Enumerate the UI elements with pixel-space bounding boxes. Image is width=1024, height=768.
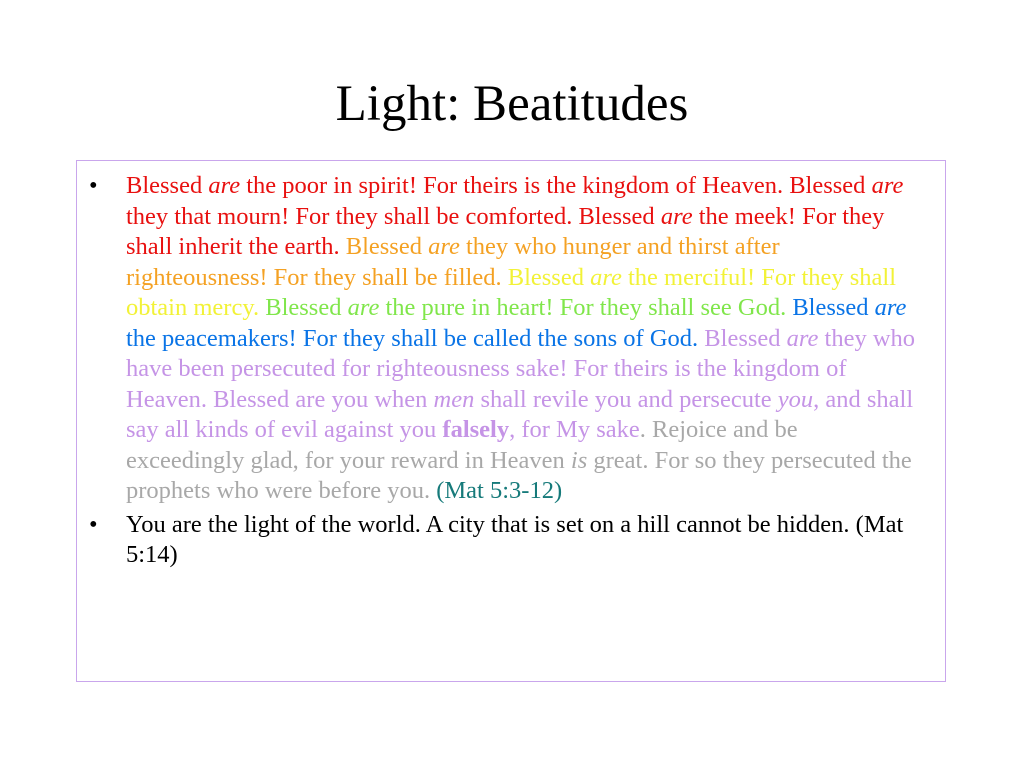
text-segment: is bbox=[570, 446, 588, 474]
text-segment: men bbox=[433, 385, 475, 413]
slide-title: Light: Beatitudes bbox=[335, 76, 689, 132]
text-segment: Blessed bbox=[265, 294, 348, 321]
text-segment: the meek! For they shall inherit the earth. bbox=[126, 202, 885, 260]
content-box bbox=[76, 160, 946, 682]
text-segment: . Rejoice and be exceedingly glad, for your reward in Heaven bbox=[126, 416, 798, 474]
text-segment: you bbox=[777, 385, 814, 413]
bullet-dot-icon: • bbox=[89, 510, 98, 538]
text-segment: , and shall say all kinds of evil against you bbox=[126, 385, 914, 443]
text-segment: (Mat 5:3-12) bbox=[436, 477, 563, 504]
text-segment: are bbox=[871, 172, 904, 199]
bullet-list bbox=[77, 171, 945, 574]
bullet-item bbox=[77, 510, 945, 571]
text-segment: are bbox=[660, 202, 693, 230]
text-segment: Blessed bbox=[792, 294, 875, 321]
text-segment: You are the light of the world. A city that is set on a hill cannot be hidden. (Mat 5:14) bbox=[126, 510, 904, 568]
text-segment: are bbox=[347, 294, 380, 321]
text-segment: the poor in spirit! For theirs is the kingdom of Heaven. Blessed bbox=[240, 172, 872, 199]
text-segment: falsely bbox=[442, 416, 510, 443]
text-segment: Blessed bbox=[704, 324, 787, 352]
text-segment: shall revile you and persecute bbox=[474, 385, 778, 413]
text-segment: great. For so they persecuted the prophets who were before you. bbox=[126, 446, 912, 504]
text-segment: , for My sake bbox=[509, 416, 640, 443]
text-segment: are bbox=[786, 324, 819, 352]
text-segment: are bbox=[590, 263, 622, 291]
text-segment: the peacemakers! For they shall be called the sons of God. bbox=[126, 324, 705, 352]
text-segment: they who have been persecuted for righteousness sake! For theirs is the kingdom of Heaven. Blessed are you when bbox=[126, 324, 916, 413]
text-segment: they that mourn! For they shall be comforted. Blessed bbox=[126, 202, 661, 230]
text-segment: are bbox=[428, 233, 460, 260]
text-segment: are bbox=[874, 294, 907, 321]
text-segment: Blessed bbox=[507, 263, 591, 291]
text-segment: Blessed bbox=[126, 172, 209, 199]
text-segment: the merciful! For they shall obtain mercy. bbox=[126, 263, 897, 321]
text-segment: they who hunger and thirst after righteousness! For they shall be filled. bbox=[126, 233, 780, 291]
text-segment: Blessed bbox=[345, 233, 429, 260]
text-segment: the pure in heart! For they shall see God. bbox=[379, 294, 793, 321]
bullet-item bbox=[77, 171, 945, 507]
bullet-dot-icon: • bbox=[89, 172, 98, 199]
text-segment: are bbox=[208, 172, 241, 199]
